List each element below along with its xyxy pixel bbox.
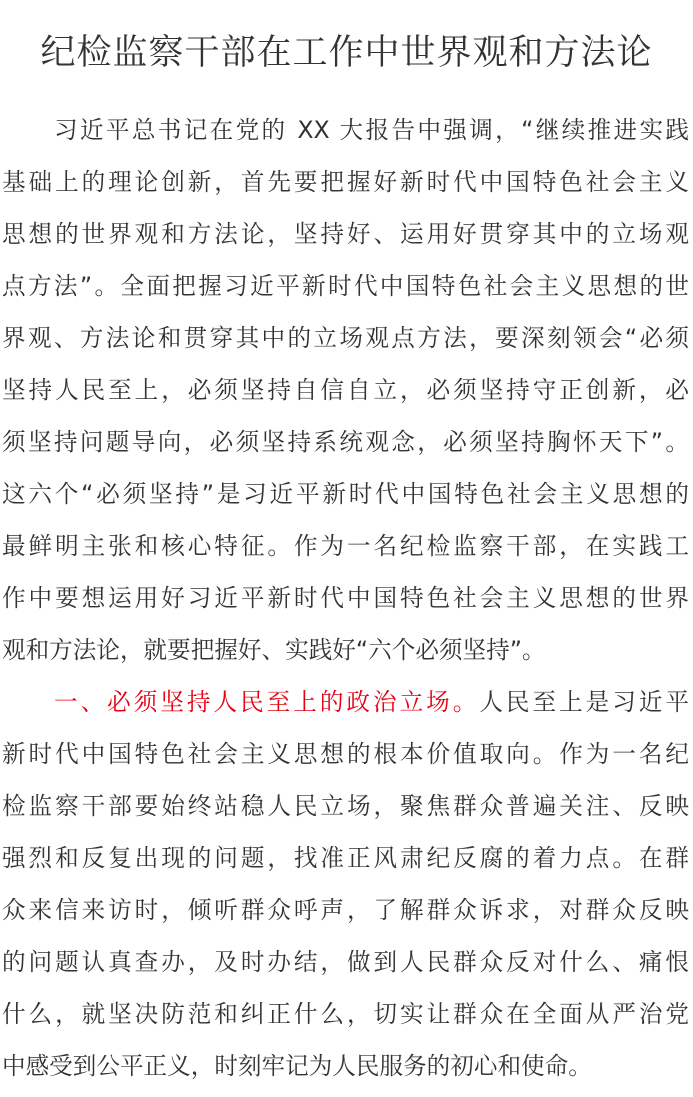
paragraph-line: 观和方法论，就要把握好、实践好“六个必须坚持”。 <box>2 636 546 664</box>
paragraph-line: 界观、方法论和贯穿其中的立场观点方法，要深刻领会“必须 <box>2 324 689 352</box>
paragraph-line: 新时代中国特色社会主义思想的根本价值取向。作为一名纪 <box>2 740 689 768</box>
paragraph-line: 的问题认真查办，及时办结，做到人民群众反对什么、痛恨 <box>2 948 689 976</box>
paragraph-line-rest: 人民至上是习近平 <box>479 688 690 716</box>
paragraph-line: 强烈和反复出现的问题，找准正风肃纪反腐的着力点。在群 <box>2 844 689 872</box>
paragraph-line: 检监察干部要始终站稳人民立场，聚焦群众普遍关注、反映 <box>2 792 689 820</box>
article-title: 纪检监察干部在工作中世界观和方法论 <box>40 33 653 73</box>
paragraph-line: 坚持人民至上，必须坚持自信自立，必须坚持守正创新，必 <box>2 376 689 404</box>
paragraph-line: 作中要想运用好习近平新时代中国特色社会主义思想的世界 <box>2 584 689 612</box>
paragraph-people-first <box>2 676 689 1092</box>
paragraph-line: 中感受到公平正义，时刻牢记为人民服务的初心和使命。 <box>2 1052 592 1080</box>
paragraph-line: 众来信来访时，倾听群众呼声，了解群众诉求，对群众反映 <box>2 896 689 924</box>
paragraph-line: 思想的世界观和方法论，坚持好、运用好贯穿其中的立场观 <box>2 220 689 248</box>
paragraph-line: 点方法”。全面把握习近平新时代中国特色社会主义思想的世 <box>2 272 689 300</box>
paragraph-line <box>2 676 689 728</box>
paragraph-line: 习近平总书记在党的 XX 大报告中强调，“继续推进实践 <box>54 116 689 144</box>
paragraph-line: 这六个“必须坚持”是习近平新时代中国特色社会主义思想的 <box>2 480 689 508</box>
paragraph-line: 须坚持问题导向，必须坚持系统观念，必须坚持胸怀天下”。 <box>2 428 689 456</box>
paragraph-line: 什么，就坚决防范和纠正什么，切实让群众在全面从严治党 <box>2 1000 689 1028</box>
paragraph-line: 最鲜明主张和核心特征。作为一名纪检监察干部，在实践工 <box>2 532 689 560</box>
paragraph-intro <box>2 104 689 676</box>
paragraph-line: 基础上的理论创新，首先要把握好新时代中国特色社会主义 <box>2 168 689 196</box>
section-heading-red: 一、必须坚持人民至上的政治立场。 <box>54 688 480 716</box>
